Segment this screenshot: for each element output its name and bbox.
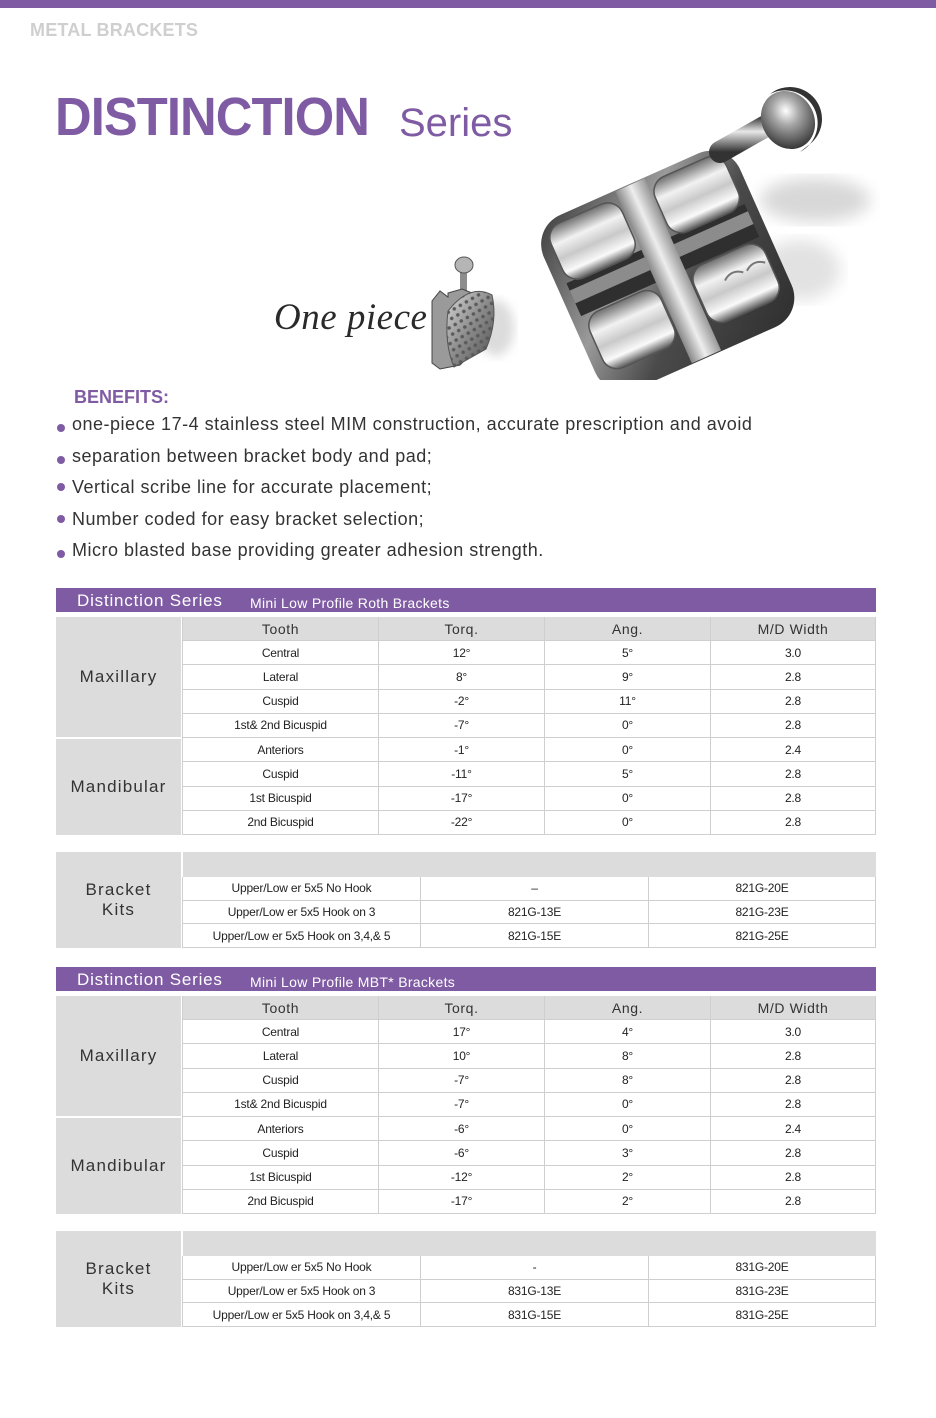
- kit-row: [182, 901, 876, 925]
- bullet-icon: [57, 550, 65, 558]
- tooth-cell: Cuspid: [182, 690, 378, 713]
- kits-group-cell: [56, 852, 181, 948]
- angulation-cell: 3°: [544, 1141, 710, 1164]
- kit-code-cell: 821G-25E: [648, 924, 876, 947]
- angulation-cell: 0°: [544, 787, 710, 810]
- table-row: [182, 1166, 876, 1190]
- benefit-item: [56, 409, 856, 441]
- torque-cell: -2°: [378, 690, 544, 713]
- torque-cell: -7°: [378, 714, 544, 737]
- roth-spec-table: [0, 588, 936, 948]
- torque-cell: -6°: [378, 1117, 544, 1140]
- torque-cell: -17°: [378, 787, 544, 810]
- kit-code-cell: 821G-13E: [420, 901, 648, 924]
- group-cell: [56, 1118, 181, 1214]
- benefit-item: [56, 472, 856, 504]
- angulation-cell: 0°: [544, 1093, 710, 1116]
- angulation-cell: 0°: [544, 714, 710, 737]
- tooth-cell: Anteriors: [182, 1117, 378, 1140]
- brand-suffix: Series: [399, 101, 513, 145]
- kit-name-cell: Upper/Low er 5x5 Hook on 3: [182, 1280, 420, 1303]
- column-header-row: [182, 617, 876, 641]
- kit-name-cell: Upper/Low er 5x5 Hook on 3,4,& 5: [182, 1303, 420, 1326]
- angulation-cell: 5°: [544, 762, 710, 785]
- kit-code-cell: 831G-20E: [648, 1256, 876, 1279]
- torque-cell: -1°: [378, 738, 544, 761]
- torque-cell: -22°: [378, 811, 544, 834]
- angulation-cell: 0°: [544, 1117, 710, 1140]
- md-width-cell: 2.8: [710, 1141, 876, 1164]
- table-row: [182, 1044, 876, 1068]
- md-width-cell: 3.0: [710, 1020, 876, 1043]
- benefit-text: Micro blasted base providing greater adhesion strength.: [72, 540, 544, 560]
- table-title-bar: [56, 588, 876, 612]
- kit-name-cell: Upper/Low er 5x5 No Hook: [182, 877, 420, 900]
- kit-row: [182, 1280, 876, 1304]
- tooth-cell: 1st& 2nd Bicuspid: [182, 1093, 378, 1116]
- torque-cell: 8°: [378, 665, 544, 688]
- brand-logo: DISTINCTION: [55, 87, 369, 147]
- md-width-cell: 2.8: [710, 690, 876, 713]
- tooth-cell: 2nd Bicuspid: [182, 1190, 378, 1213]
- md-width-cell: 2.8: [710, 1044, 876, 1067]
- column-header: M/D Width: [710, 617, 876, 640]
- bullet-icon: [57, 456, 65, 464]
- md-width-cell: 2.8: [710, 787, 876, 810]
- tooth-cell: Lateral: [182, 665, 378, 688]
- column-header: M/D Width: [710, 996, 876, 1019]
- kit-row: [182, 1303, 876, 1327]
- md-width-cell: 2.4: [710, 1117, 876, 1140]
- md-width-cell: 2.4: [710, 738, 876, 761]
- table-row: [182, 738, 876, 762]
- column-header: Torq.: [378, 996, 544, 1019]
- kit-code-cell: 821G-23E: [648, 901, 876, 924]
- torque-cell: -6°: [378, 1141, 544, 1164]
- md-width-cell: 2.8: [710, 1190, 876, 1213]
- kit-code-cell: –: [420, 877, 648, 900]
- table-subtitle: Mini Low Profile MBT* Brackets: [250, 974, 456, 990]
- torque-cell: -12°: [378, 1166, 544, 1189]
- md-width-cell: 3.0: [710, 641, 876, 664]
- kits-label: Bracket Kits: [85, 880, 152, 919]
- kits-header-row: [182, 852, 876, 877]
- group-label: Maxillary: [79, 1046, 158, 1066]
- angulation-cell: 9°: [544, 665, 710, 688]
- kit-code-cell: 831G-25E: [648, 1303, 876, 1326]
- angulation-cell: 0°: [544, 738, 710, 761]
- table-row: [182, 811, 876, 835]
- benefit-text: Number coded for easy bracket selection;: [72, 508, 425, 529]
- torque-cell: 12°: [378, 641, 544, 664]
- column-header: Tooth: [182, 617, 378, 640]
- bullet-icon: [57, 515, 65, 523]
- kits-label: Bracket Kits: [85, 1259, 152, 1298]
- torque-cell: 10°: [378, 1044, 544, 1067]
- column-header-row: [182, 996, 876, 1020]
- table-row: [182, 641, 876, 665]
- md-width-cell: 2.8: [710, 665, 876, 688]
- table-series-title: Distinction Series: [77, 591, 223, 610]
- table-row: [182, 1117, 876, 1141]
- kit-name-cell: Upper/Low er 5x5 Hook on 3: [182, 901, 420, 924]
- bullet-icon: [57, 424, 65, 432]
- tooth-cell: Lateral: [182, 1044, 378, 1067]
- torque-cell: 17°: [378, 1020, 544, 1043]
- kit-row: [182, 1256, 876, 1280]
- group-label: Mandibular: [70, 777, 167, 797]
- column-header: Ang.: [544, 996, 710, 1019]
- md-width-cell: 2.8: [710, 714, 876, 737]
- angulation-cell: 8°: [544, 1069, 710, 1092]
- torque-cell: -7°: [378, 1069, 544, 1092]
- table-row: [182, 1141, 876, 1165]
- tooth-cell: 1st Bicuspid: [182, 1166, 378, 1189]
- tagline: One piece: [274, 297, 428, 338]
- tooth-cell: Cuspid: [182, 1069, 378, 1092]
- column-header: Tooth: [182, 996, 378, 1019]
- kit-row: [182, 877, 876, 901]
- group-label: Maxillary: [79, 667, 158, 687]
- tooth-cell: Cuspid: [182, 1141, 378, 1164]
- angulation-cell: 2°: [544, 1190, 710, 1213]
- tooth-cell: Cuspid: [182, 762, 378, 785]
- kit-code-cell: 831G-15E: [420, 1303, 648, 1326]
- column-header: Torq.: [378, 617, 544, 640]
- kit-code-cell: 831G-13E: [420, 1280, 648, 1303]
- md-width-cell: 2.8: [710, 762, 876, 785]
- angulation-cell: 8°: [544, 1044, 710, 1067]
- torque-cell: -7°: [378, 1093, 544, 1116]
- table-row: [182, 762, 876, 786]
- table-series-title: Distinction Series: [77, 970, 223, 989]
- benefits-title: BENEFITS:: [74, 387, 170, 407]
- table-row: [182, 1093, 876, 1117]
- section-label: METAL BRACKETS: [30, 20, 199, 40]
- kits-group-cell: [56, 1231, 181, 1327]
- mbt-spec-table: [0, 967, 936, 1327]
- table-row: [182, 690, 876, 714]
- kit-code-cell: 821G-15E: [420, 924, 648, 947]
- angulation-cell: 4°: [544, 1020, 710, 1043]
- column-header: Ang.: [544, 617, 710, 640]
- small-bracket-image: [418, 253, 522, 375]
- benefit-item: [56, 441, 856, 473]
- kit-row: [182, 924, 876, 948]
- table-title-bar: [56, 967, 876, 991]
- md-width-cell: 2.8: [710, 811, 876, 834]
- md-width-cell: 2.8: [710, 1166, 876, 1189]
- tooth-cell: 1st Bicuspid: [182, 787, 378, 810]
- bracket-image: [530, 80, 880, 380]
- kits-header-row: [182, 1231, 876, 1256]
- kit-code-cell: 821G-20E: [648, 877, 876, 900]
- table-row: [182, 1069, 876, 1093]
- tooth-cell: Central: [182, 641, 378, 664]
- table-subtitle: Mini Low Profile Roth Brackets: [250, 595, 450, 611]
- md-width-cell: 2.8: [710, 1069, 876, 1092]
- group-label: Mandibular: [70, 1156, 167, 1176]
- angulation-cell: 11°: [544, 690, 710, 713]
- angulation-cell: 0°: [544, 811, 710, 834]
- bullet-icon: [57, 483, 65, 491]
- table-row: [182, 714, 876, 738]
- kit-code-cell: -: [420, 1256, 648, 1279]
- group-cell: [56, 739, 181, 835]
- table-row: [182, 665, 876, 689]
- table-row: [182, 1020, 876, 1044]
- tooth-cell: 2nd Bicuspid: [182, 811, 378, 834]
- benefit-item: [56, 535, 856, 567]
- top-accent-bar: [0, 0, 936, 8]
- table-row: [182, 787, 876, 811]
- tooth-cell: Central: [182, 1020, 378, 1043]
- tooth-cell: Anteriors: [182, 738, 378, 761]
- benefit-item: [56, 504, 856, 536]
- benefit-text: separation between bracket body and pad;: [72, 445, 433, 466]
- benefit-text: Vertical scribe line for accurate placement;: [72, 477, 433, 497]
- tooth-cell: 1st& 2nd Bicuspid: [182, 714, 378, 737]
- torque-cell: -17°: [378, 1190, 544, 1213]
- group-cell: [56, 996, 181, 1116]
- torque-cell: -11°: [378, 762, 544, 785]
- md-width-cell: 2.8: [710, 1093, 876, 1116]
- group-cell: [56, 617, 181, 737]
- angulation-cell: 5°: [544, 641, 710, 664]
- angulation-cell: 2°: [544, 1166, 710, 1189]
- kit-code-cell: 831G-23E: [648, 1280, 876, 1303]
- kit-name-cell: Upper/Low er 5x5 Hook on 3,4,& 5: [182, 924, 420, 947]
- kit-name-cell: Upper/Low er 5x5 No Hook: [182, 1256, 420, 1279]
- table-row: [182, 1190, 876, 1214]
- benefit-text: one-piece 17-4 stainless steel MIM construction, accurate prescription and avoid: [72, 414, 753, 434]
- benefits-list: [56, 409, 856, 567]
